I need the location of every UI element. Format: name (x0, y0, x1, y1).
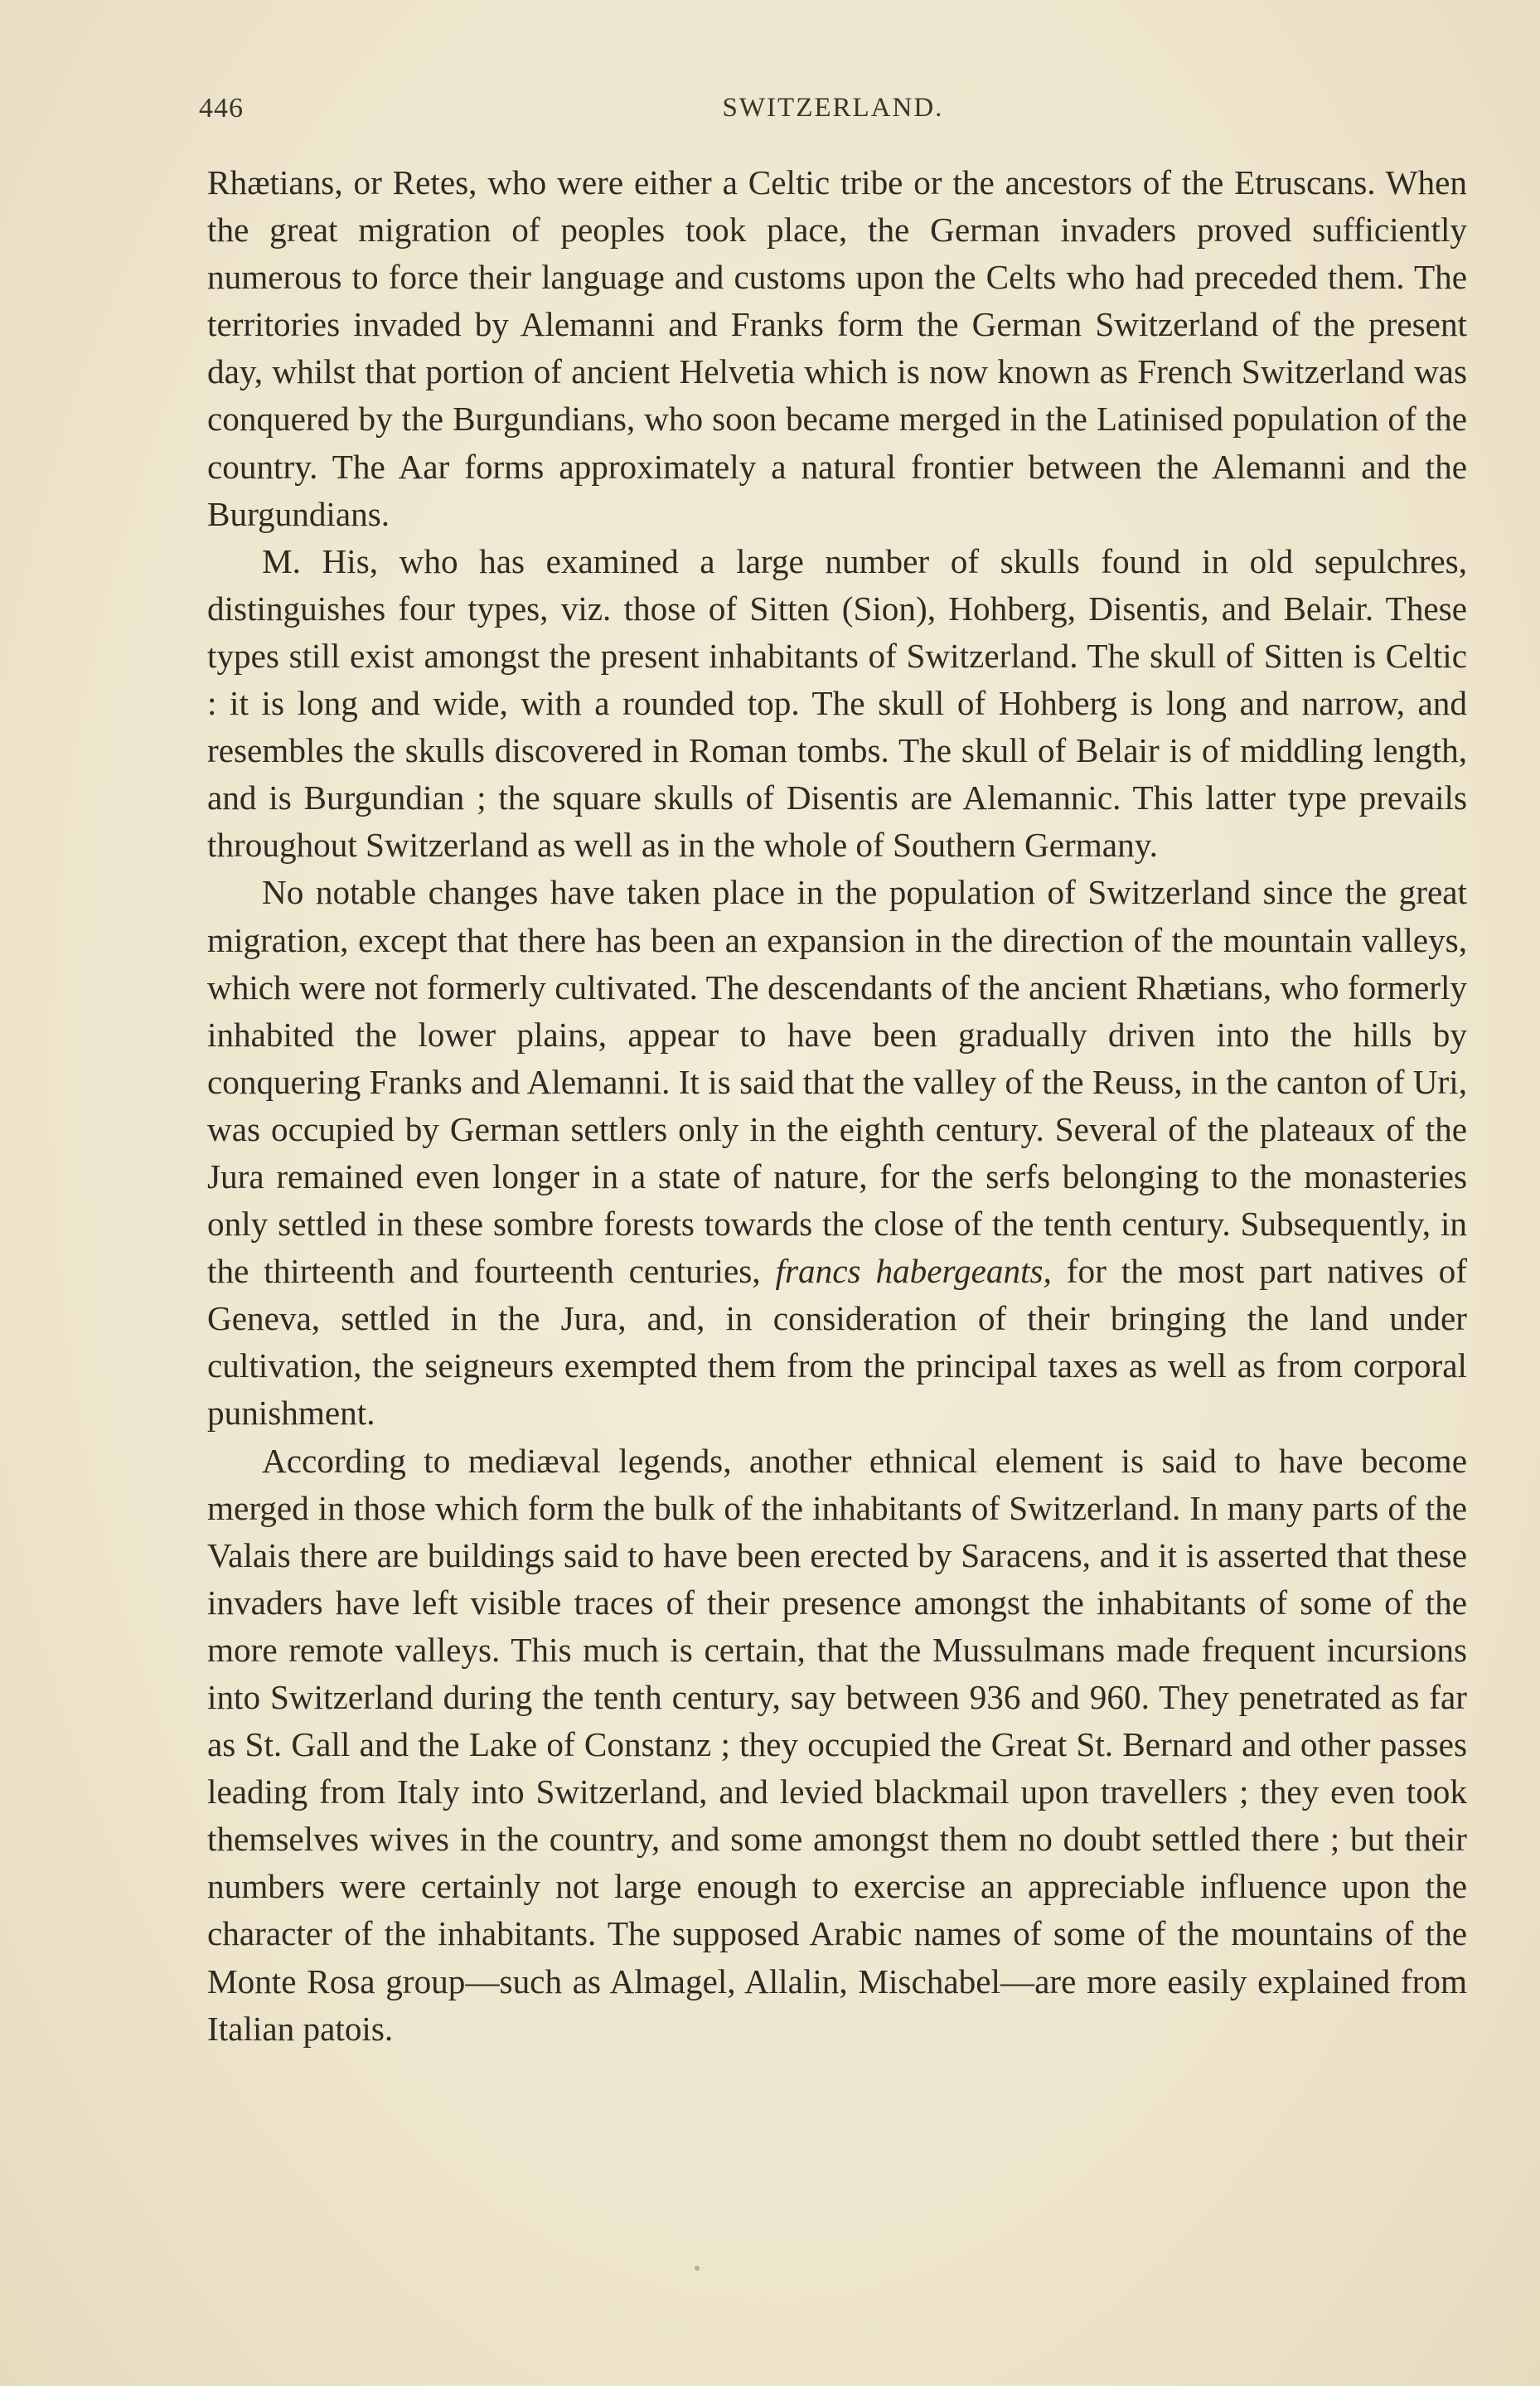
paragraph: M. His, who has examined a large number of skulls found in old sepulchres, distinguishes four types, viz. those of Sitten (Sion), Hohberg, Disentis, and Belair. These types still exist amongst the present inhabitants of Switzerland. The skull of Sitten is Celtic : it is long and wide, with a rounded top. The skull of Hohberg is long and narrow, and resembles the skulls discovered in Roman tombs. The skull of Belair is of middling length, and is Burgundian ; the square skulls of Disentis are Alemannic. This latter type prevails throughout Switzerland as well as in the whole of Southern Germany. (207, 541, 1467, 865)
paragraph-text: No notable changes have taken place in the population of Switzerland since the great migration, except that there has been an expansion in the direction of the mountain valleys, which were not formerly cultivated. The descendants of the ancient Rhætians, who formerly inhabited the lower plains, appear to have been gradually driven into the hills by conquering Franks and Alemanni. It is said that the valley of the Reuss, in the canton of Uri, was occupied by German settlers only in the eighth century. Several of the plateaux of the Jura remained even longer in a state of nature, for the serfs belonging to the monasteries only settled in these sombre forests towards the close of the tenth century. Subsequently, in the thirteenth and fourteenth centuries, (207, 873, 1467, 1291)
italic-term: francs habergeants, (775, 1252, 1052, 1291)
paragraph (207, 869, 1467, 1437)
page-header (199, 93, 1467, 129)
running-head: SWITZERLAND. (722, 93, 944, 123)
page-number: 446 (199, 93, 244, 124)
body-text (207, 159, 1467, 2053)
paragraph: According to mediæval legends, another ethnical element is said to have become merged in those which form the bulk of the inhabitants of Switzerland. In many parts of the Valais there are buildings said to have been erected by Saracens, and it is asserted that these invaders have left visible traces of their presence amongst the inhabitants of some of the more remote valleys. This much is certain, that the Mussulmans made frequent incursions into Switzerland during the tenth century, say between 936 and 960. They penetrated as far as St. Gall and the Lake of Constanz ; they occupied the Great St. Bernard and other passes leading from Italy into Switzerland, and levied blackmail upon travellers ; they even took themselves wives in the country, and some amongst them no doubt settled there ; but their numbers were certainly not large enough to exercise an appreciable influence upon the character of the inhabitants. The supposed Arabic names of some of the mountains of the Monte Rosa group—such as Almagel, Allalin, Mischabel—are more easily explained from Italian patois. (207, 1441, 1467, 2048)
page-speck (695, 2266, 700, 2271)
paragraph: Rhætians, or Retes, who were either a Celtic tribe or the ancestors of the Etruscans. When the great migration of peoples took place, the German invaders proved sufficiently numerous to force their language and customs upon the Celts who had preceded them. The territories invaded by Alemanni and Franks form the German Switzerland of the present day, whilst that portion of ancient Helvetia which is now known as French Switzerland was conquered by the Burgundians, who soon became merged in the Latinised population of the country. The Aar forms approximately a natural frontier between the Alemanni and the Burgundians. (207, 163, 1467, 533)
paragraph-text: for the most part natives of Geneva, settled in the Jura, and, in consideration of their bringing the land under cultivation, the seigneurs exempted them from the principal taxes as well as from corporal punishment. (207, 1252, 1467, 1433)
